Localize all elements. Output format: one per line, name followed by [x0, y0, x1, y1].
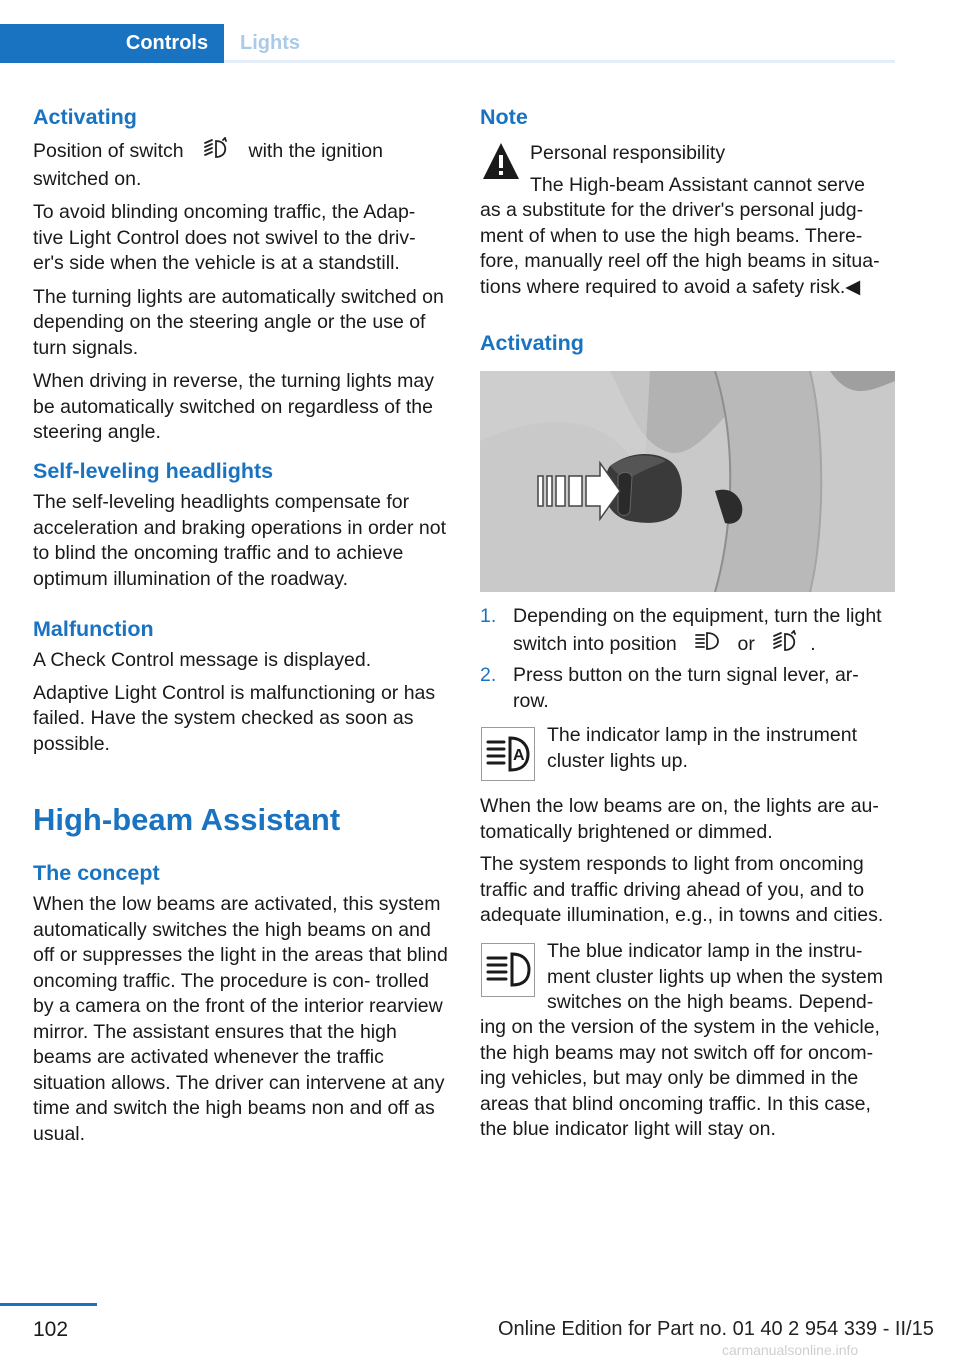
high-beam-indicator-icon	[481, 943, 535, 997]
note-text: as a substitute for the driver's personal judg‐ ment of when to use the high beams. There‐ fore, manually reel off the high beams in situa‐ tions where required to avoid a safety risk.◀	[480, 199, 880, 298]
turn-signal-lever-illustration	[480, 371, 895, 592]
svg-text:A: A	[513, 747, 525, 764]
concept-text: When the low beams are activated, this system automatically switches the high beams on and off or suppresses the light in the areas that blind oncoming traffic. The procedure is con‐ trolled by a camera on the front of the interior rearview mirror. The assistant ensures that the high beams are activated whenever the traffic situation allows. The driver can intervene at any time and switch the high beams non and off as usual.	[33, 893, 448, 1145]
tab-lights[interactable]: Lights	[240, 32, 300, 54]
footer-rule	[0, 1303, 97, 1306]
heading-note: Note	[480, 105, 528, 129]
high-beam-assistant-switch-icon	[694, 630, 720, 660]
activating-p2: To avoid blinding oncoming traffic, the Adap‐ tive Light Control does not swivel to the driv‐ er's side when the vehicle is at a standstill.	[33, 201, 416, 274]
low-beams-text: When the low beams are on, the lights are au‐ tomatically brightened or dimmed.	[480, 795, 879, 843]
section-title-high-beam-assistant: High-beam Assistant	[33, 802, 341, 837]
heading-malfunction: Malfunction	[33, 617, 154, 641]
heading-self-leveling: Self-leveling headlights	[33, 459, 274, 483]
tab-controls[interactable]: Controls	[0, 24, 224, 63]
lamp2-rest-text: ing on the version of the system in the vehicle, the high beams may not switch off for oncom‐ ing vehicles, but may only be dimmed in the areas that blind oncoming traffic. In this case, the blue indicator light will stay on.	[480, 1016, 880, 1140]
activating-p4: When driving in reverse, the turning lights may be automatically switched on regardless of the steering angle.	[33, 370, 435, 443]
lamp1-text: The indicator lamp in the instrument cluster lights up.	[547, 724, 857, 772]
heading-activating-left: Activating	[33, 105, 137, 129]
adaptive-light-switch-icon	[772, 630, 798, 660]
heading-the-concept: The concept	[33, 861, 160, 885]
activating-text: Position of switch with the ignition switched on. To avoid blinding oncoming traffic, the Adap‐ tive Light Control does not swivel to the driv‐ er's side when the vehicle is at a standstill. The turning lights are automatically switched on depending on the steering angle or the use of turn signals. When driving in reverse, the turning lights may be automatically switched on regardless of the steering angle.	[33, 137, 448, 446]
step-2: 2. Press button on the turn signal lever, ar‐ row.	[480, 664, 859, 712]
activating-p3: The turning lights are automatically switched on depending on the steering angle or the use of turn signals.	[33, 285, 444, 359]
edition-text: Online Edition for Part no. 01 40 2 954 339 - II/15	[498, 1318, 934, 1340]
note-lines: Personal responsibility The High-beam Assistant cannot serve	[530, 142, 865, 196]
warning-triangle-icon	[481, 141, 519, 183]
watermark: carmanualsonline.info	[722, 1342, 859, 1358]
adaptive-light-switch-icon	[203, 137, 229, 167]
self-leveling-text: The self-leveling headlights compensate for acceleration and braking operations in order not to blind the oncoming traffic and to achieve optimum illumination of the roadway.	[33, 491, 447, 590]
heading-activating-right: Activating	[480, 331, 584, 355]
step-1: 1. Depending on the equipment, turn the light switch into position or .	[480, 604, 900, 659]
page-number: 102	[33, 1318, 69, 1341]
high-beam-assistant-indicator-icon	[481, 727, 535, 781]
responds-text: The system responds to light from oncoming traffic and traffic driving ahead of you, and to adequate illumination, e.g., in towns and cities.	[480, 853, 884, 926]
lamp2-text: The blue indicator lamp in the instru‐ ment cluster lights up when the system switches on the high beams. Depend‐	[547, 940, 883, 1013]
malfunction-text: A Check Control message is displayed. Adaptive Light Control is malfunctioning or has failed. Have the system checked as soon as possible.	[33, 649, 436, 755]
